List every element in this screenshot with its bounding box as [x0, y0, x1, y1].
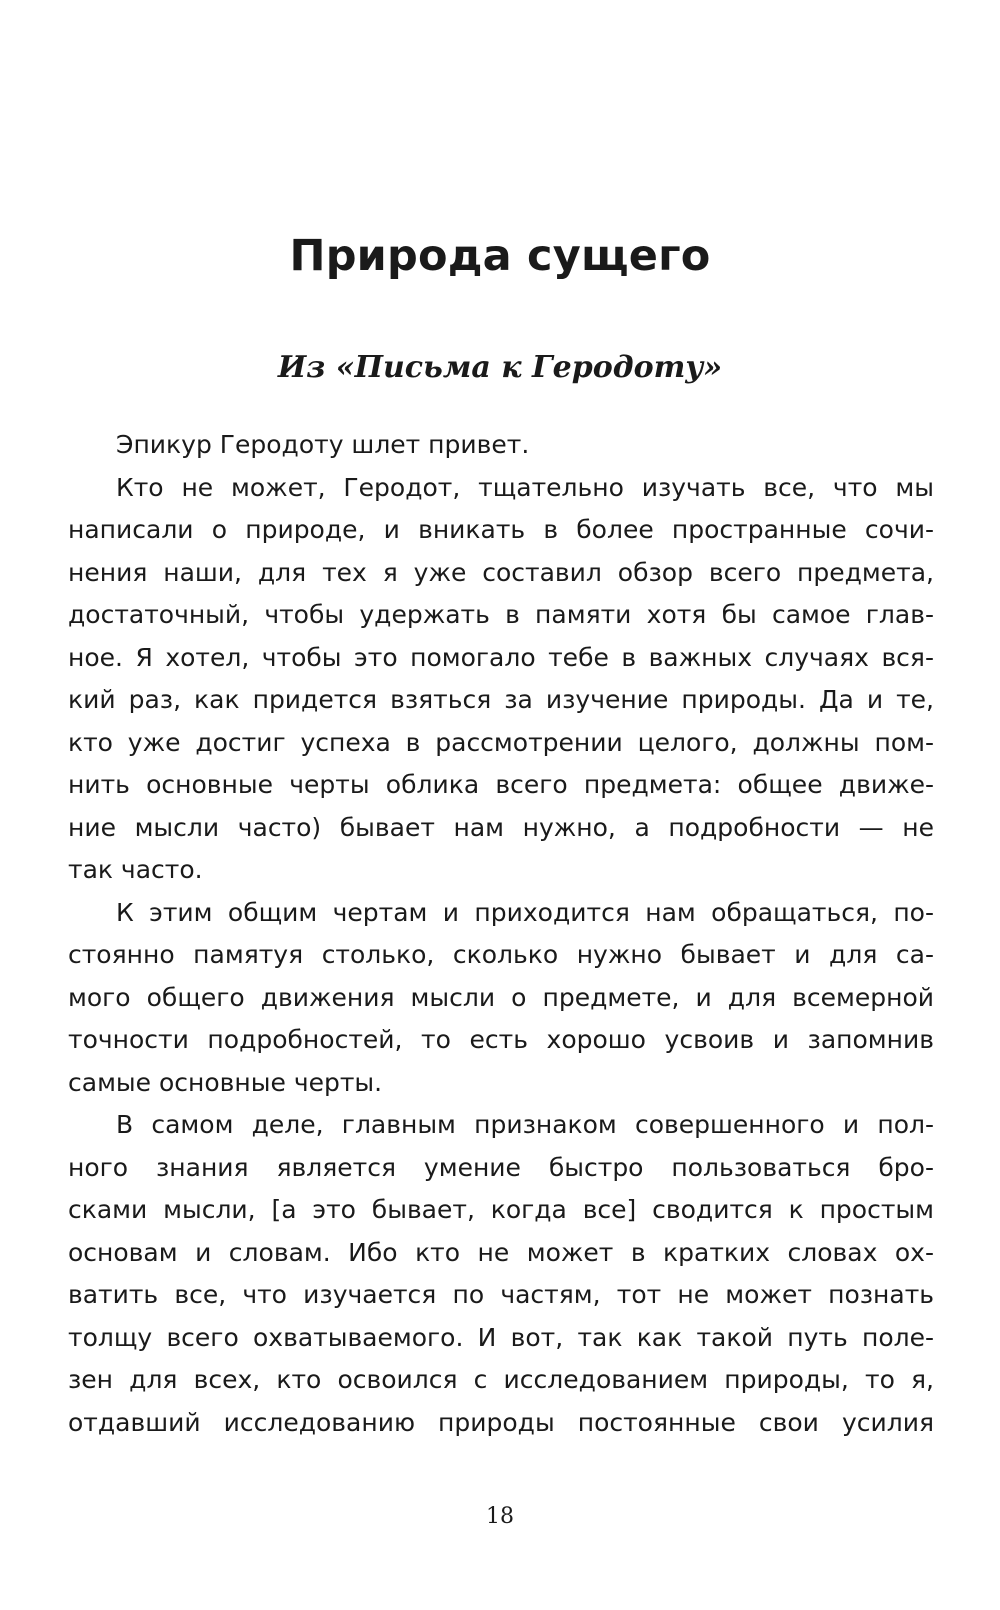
- text-line: ное. Я хотел, чтобы это помогало тебе в важных случаях вся-: [68, 642, 934, 672]
- chapter-subtitle: Из «Письма к Геродоту»: [277, 350, 723, 385]
- text-line: отдавший исследованию природы постоянные свои усилия: [68, 1407, 934, 1437]
- text-line: К этим общим чертам и приходится нам обращаться, по-: [116, 897, 934, 927]
- text-line: стоянно памятуя столько, сколько нужно бывает и для са-: [68, 940, 934, 969]
- text-line: кий раз, как придется взяться за изучение природы. Да и те,: [68, 685, 934, 714]
- text-line: самые основные черты.: [68, 1067, 383, 1097]
- text-line: точности подробностей, то есть хорошо усвоив и запомнив: [68, 1025, 934, 1054]
- text-line: нения наши, для тех я уже составил обзор всего предмета,: [68, 557, 934, 587]
- text-line: ватить все, что изучается по частям, тот не может познать: [68, 1280, 934, 1309]
- text-line: зен для всех, кто освоился с исследованием природы, то я,: [68, 1365, 934, 1394]
- text-line: основам и словам. Ибо кто не может в кратких словах ох-: [68, 1237, 934, 1267]
- text-line: В самом деле, главным признаком совершенного и пол-: [116, 1110, 934, 1139]
- text-line: достаточный, чтобы удержать в памяти хотя бы самое глав-: [68, 600, 934, 629]
- text-line: ного знания является умение быстро пользоваться бро-: [68, 1152, 934, 1182]
- body-text: [68, 424, 934, 1444]
- text-line: кто уже достиг успеха в рассмотрении целого, должны пом-: [68, 727, 934, 757]
- chapter-title: Природа сущего: [289, 231, 711, 281]
- text-line: так часто.: [68, 855, 203, 884]
- text-line: нить основные черты облика всего предмета: общее движе-: [68, 770, 934, 799]
- text-line: ние мысли часто) бывает нам нужно, а подробности — не: [68, 812, 934, 842]
- text-line: Эпикур Геродоту шлет привет.: [116, 430, 530, 459]
- text-line: написали о природе, и вникать в более пространные сочи-: [68, 515, 934, 544]
- text-line: Кто не может, Геродот, тщательно изучать все, что мы: [116, 472, 934, 502]
- text-line: мого общего движения мысли о предмете, и для всемерной: [68, 982, 934, 1012]
- text-line: толщу всего охватываемого. И вот, так как такой путь поле-: [68, 1322, 934, 1352]
- text-line: сками мысли, [а это бывает, когда все] сводится к простым: [68, 1195, 934, 1224]
- page-number: 18: [486, 1504, 514, 1529]
